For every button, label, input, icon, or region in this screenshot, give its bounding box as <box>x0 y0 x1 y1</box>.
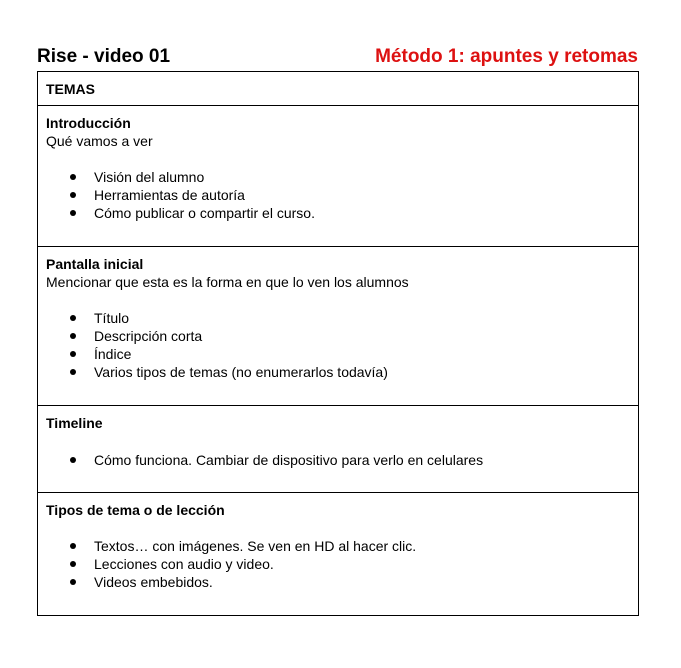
table-header-cell <box>38 72 639 106</box>
table-row <box>38 493 639 616</box>
section-title: Timeline <box>46 415 103 431</box>
list-item <box>46 451 630 469</box>
list-item <box>46 204 630 222</box>
bullet-list <box>46 309 630 381</box>
section-title: Tipos de tema o de lección <box>46 502 225 518</box>
list-item <box>46 363 630 381</box>
bullet-icon <box>70 369 76 375</box>
bullet-icon <box>70 543 76 549</box>
list-item-text: Título <box>94 310 130 326</box>
section-cell-tipos-de-tema <box>38 493 639 616</box>
list-item-text: Varios tipos de temas (no enumerarlos todavía) <box>94 364 388 380</box>
list-item <box>46 573 630 591</box>
section-cell-introduccion <box>38 106 639 247</box>
section-cell-pantalla-inicial <box>38 247 639 406</box>
table-row <box>38 406 639 493</box>
document-title: Rise - video 01 <box>37 46 171 67</box>
list-item <box>46 168 630 186</box>
bullet-icon <box>70 210 76 216</box>
document-header <box>37 44 638 70</box>
table-row <box>38 106 639 247</box>
bullet-icon <box>70 174 76 180</box>
list-item <box>46 186 630 204</box>
section-description: Qué vamos a ver <box>46 133 153 149</box>
table-row <box>38 247 639 406</box>
bullet-list <box>46 537 630 591</box>
list-item <box>46 309 630 327</box>
bullet-icon <box>70 457 76 463</box>
bullet-icon <box>70 561 76 567</box>
list-item-text: Visión del alumno <box>94 169 205 185</box>
list-item-text: Cómo publicar o compartir el curso. <box>94 205 315 221</box>
bullet-icon <box>70 579 76 585</box>
list-item <box>46 537 630 555</box>
list-item <box>46 327 630 345</box>
list-item-text: Lecciones con audio y video. <box>94 556 274 572</box>
bullet-list <box>46 451 630 469</box>
list-item-text: Herramientas de autoría <box>94 187 245 203</box>
section-description: Mencionar que esta es la forma en que lo ven los alumnos <box>46 274 409 290</box>
list-item <box>46 345 630 363</box>
bullet-icon <box>70 192 76 198</box>
list-item-text: Cómo funciona. Cambiar de dispositivo para verlo en celulares <box>94 452 484 468</box>
bullet-icon <box>70 333 76 339</box>
list-item-text: Descripción corta <box>94 328 203 344</box>
section-cell-timeline <box>38 406 639 493</box>
list-item-text: Índice <box>94 346 132 362</box>
bullet-icon <box>70 315 76 321</box>
section-title: Introducción <box>46 115 131 131</box>
section-title: Pantalla inicial <box>46 256 144 272</box>
list-item <box>46 555 630 573</box>
list-item-text: Textos… con imágenes. Se ven en HD al hacer clic. <box>94 538 417 554</box>
table-header-row <box>38 72 639 106</box>
bullet-icon <box>70 351 76 357</box>
list-item-text: Videos embebidos. <box>94 574 213 590</box>
topics-header-label: TEMAS <box>46 81 95 97</box>
topics-table <box>37 71 639 616</box>
bullet-list <box>46 168 630 222</box>
method-title: Método 1: apuntes y retomas <box>375 46 638 67</box>
